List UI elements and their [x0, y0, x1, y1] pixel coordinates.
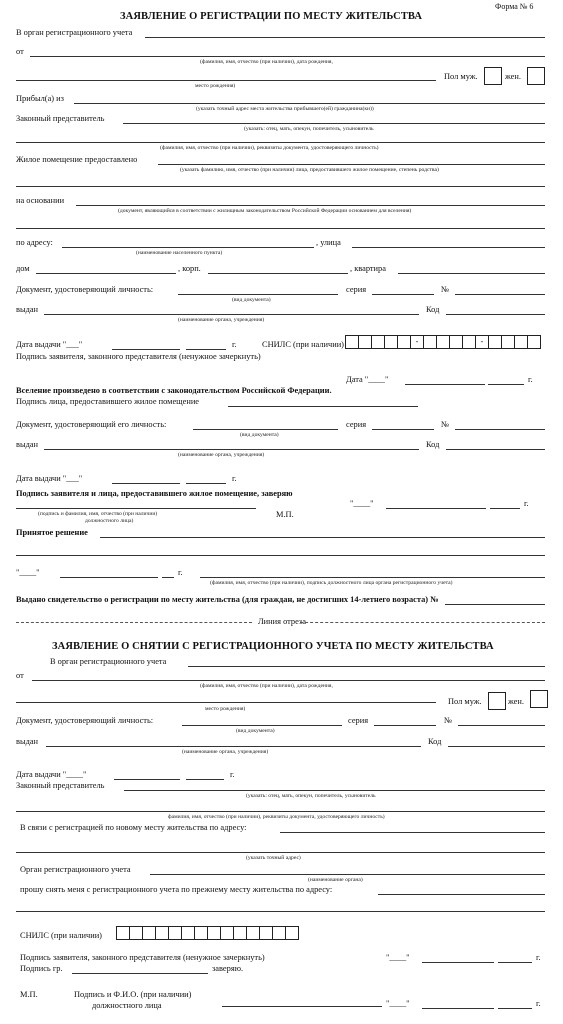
hint-fio2: (фамилия, имя, отчество (при наличии), дата рождения, — [200, 683, 333, 689]
birth-field[interactable] — [16, 80, 436, 81]
applicant-year-suffix: г. — [536, 953, 541, 962]
legal-rep2-field[interactable] — [124, 790, 545, 791]
hint-doc3: (вид документа) — [236, 728, 275, 734]
issue-date-label: Дата выдачи "___" — [16, 340, 83, 349]
street-label: , улица — [316, 238, 341, 247]
hint-birthplace2: место рождения) — [205, 706, 246, 712]
form-number: Форма № 6 — [495, 2, 534, 11]
to-organ-field[interactable] — [145, 37, 545, 38]
locality-field[interactable] — [62, 247, 314, 248]
applicant-date-year[interactable] — [498, 962, 532, 963]
provider-signature-label: Подпись лица, предоставившего жилое помещение — [16, 397, 200, 406]
date-label: Дата "____" — [346, 375, 389, 384]
basis-label: на основании — [16, 196, 65, 205]
issued2-field[interactable] — [44, 449, 419, 450]
remove-request-label: прошу снять меня с регистрационного учета по прежнему месту жительства по адресу: — [20, 885, 333, 894]
date-month[interactable] — [405, 384, 485, 385]
hint-doc2: (вид документа) — [240, 432, 279, 438]
certify-date-year[interactable] — [490, 508, 520, 509]
official-signature-field[interactable] — [16, 508, 256, 509]
series3-field[interactable] — [374, 725, 436, 726]
issue-date2-month[interactable] — [112, 483, 180, 484]
code2-label: Код — [426, 440, 440, 449]
to-organ2-label: В орган регистрационного учета — [50, 657, 167, 666]
cut-line-right — [300, 622, 545, 623]
hint-issuer2: (наименование органа, учреждения) — [178, 452, 265, 458]
cut-line-left — [16, 622, 252, 623]
sex-female2-checkbox[interactable] — [530, 690, 548, 708]
number3-field[interactable] — [458, 725, 545, 726]
organ-field[interactable] — [150, 874, 545, 875]
hint-fio: (фамилия, имя, отчество (при наличии), дата рождения, — [200, 59, 333, 65]
provider-signature-field[interactable] — [228, 406, 418, 407]
applicant-date: "____" — [386, 953, 410, 962]
applicant-signature-label: Подпись заявителя, законного представителя (ненужное зачеркнуть) — [16, 352, 261, 361]
hint-arrived: (указать точный адрес места жительства прибывшего(ей) гражданина(ки)) — [196, 106, 374, 112]
cut-line-label: Линия отреза — [258, 617, 306, 626]
code2-field[interactable] — [446, 449, 545, 450]
certificate-label: Выдано свидетельство о регистрации по месту жительства (для граждан, не достигших 14-летнего возраста) № — [16, 595, 439, 604]
official-date: "____" — [386, 999, 410, 1008]
new-address-field-2[interactable] — [16, 852, 545, 853]
code-label: Код — [426, 305, 440, 314]
hint-sig: (подпись и фамилия, имя, отчество (при наличии) — [38, 511, 158, 517]
series-label: серия — [346, 285, 367, 294]
sex-female2-label: жен. — [508, 697, 524, 706]
code3-label: Код — [428, 737, 442, 746]
sex-male-checkbox[interactable] — [484, 67, 502, 85]
stamp2-label: М.П. — [20, 990, 38, 999]
house-field[interactable] — [36, 273, 176, 274]
decision-date-month[interactable] — [60, 577, 158, 578]
hint-rep-2: (фамилия, имя, отчество (при наличии), реквизиты документа, удостоверяющего личность) — [160, 145, 379, 151]
series2-field[interactable] — [372, 429, 434, 430]
sex-female-label: жен. — [505, 72, 521, 81]
house-label: дом — [16, 264, 30, 273]
building-label: , корп. — [178, 264, 201, 273]
snils2-label: СНИЛС (при наличии) — [20, 931, 102, 940]
issue-date3-label: Дата выдачи "____" — [16, 770, 87, 779]
legal-rep-label: Законный представитель — [16, 114, 105, 123]
date-year[interactable] — [488, 384, 524, 385]
hint-rep3: (указать: отец, мать, опекун, попечитель, усыновитель — [246, 793, 376, 799]
year-suffix: г. — [232, 340, 237, 349]
certificate-number-field[interactable] — [445, 604, 545, 605]
old-address-field-2[interactable] — [16, 911, 545, 912]
issued-label: выдан — [16, 305, 39, 314]
date-year-suffix: г. — [528, 375, 533, 384]
hint-organ: (наименование органа) — [308, 877, 363, 883]
stamp-label: М.П. — [276, 510, 294, 519]
settled-statement: Вселение произведено в соответствии с законодательством Российской Федерации. — [16, 386, 332, 395]
id-doc2-label: Документ, удостоверяющий его личность: — [16, 420, 167, 429]
issue-date-month[interactable] — [112, 349, 180, 350]
code3-field[interactable] — [448, 746, 545, 747]
certify-date-month[interactable] — [386, 508, 486, 509]
certified-label: заверяю. — [212, 964, 244, 973]
apartment-label: , квартира — [350, 264, 386, 273]
from2-label: от — [16, 671, 24, 680]
official-signature2-field[interactable] — [222, 1006, 382, 1007]
hint-exact: (указать точный адрес) — [246, 855, 301, 861]
new-address-field[interactable] — [280, 832, 545, 833]
basis-field-2[interactable] — [16, 228, 545, 229]
housing-field[interactable] — [158, 164, 545, 165]
decision-label: Принятое решение — [16, 528, 88, 537]
issued2-label: выдан — [16, 440, 39, 449]
certify-date: "____" — [350, 499, 374, 508]
decision-date-year[interactable] — [162, 577, 174, 578]
hint-rep4: фамилия, имя, отчество (при наличии), реквизиты документа, удостоверяющего личность) — [168, 814, 385, 820]
number2-field[interactable] — [455, 429, 545, 430]
decision-date: "____" — [16, 568, 40, 577]
legal-rep-field-2[interactable] — [16, 142, 545, 143]
hint-issuer: (наименование органа, учреждения) — [178, 317, 265, 323]
official-year-suffix: г. — [536, 999, 541, 1008]
housing-label: Жилое помещение предоставлено — [16, 155, 138, 164]
issued3-label: выдан — [16, 737, 39, 746]
arrived-label: Прибыл(а) из — [16, 94, 64, 103]
hint-basis: (документ, являющийся в соответствии с жилищным законодательством Российской Федерации основанием для вселения) — [118, 208, 412, 214]
organ-label: Орган регистрационного учета — [20, 865, 131, 874]
official-name-field[interactable] — [200, 577, 545, 578]
hint-housing: (указать фамилию, имя, отчество (при наличии) лица, предоставившего жилое помещение, степень родства) — [180, 167, 439, 173]
id-doc2-field[interactable] — [193, 429, 338, 430]
applicant-signature2-label: Подпись заявителя, законного представителя (ненужное зачеркнуть) — [20, 953, 265, 962]
series2-label: серия — [346, 420, 367, 429]
citizen-signature-field[interactable] — [72, 973, 208, 974]
certify-year-suffix: г. — [524, 499, 529, 508]
official-signature2-sub: должностного лица — [92, 1001, 162, 1010]
from-label: от — [16, 47, 24, 56]
issue-date2-label: Дата выдачи "___" — [16, 474, 83, 483]
certify-label: Подпись заявителя и лица, предоставившего жилое помещение, заверяю — [16, 489, 293, 498]
arrived-field[interactable] — [74, 103, 545, 104]
hint-official: (фамилия, имя, отчество (при наличии), подпись должностного лица органа регистрационного учета) — [210, 580, 453, 586]
title-registration: ЗАЯВЛЕНИЕ О РЕГИСТРАЦИИ ПО МЕСТУ ЖИТЕЛЬСТВА — [120, 11, 423, 22]
issue-date3-year[interactable] — [186, 779, 224, 780]
legal-rep2-field-2[interactable] — [16, 811, 545, 812]
new-address-label: В связи с регистрацией по новому месту жительства по адресу: — [20, 823, 247, 832]
number-field[interactable] — [455, 294, 545, 295]
issued-field[interactable] — [44, 314, 419, 315]
address-label: по адресу: — [16, 238, 53, 247]
sex-female-checkbox[interactable] — [527, 67, 545, 85]
year3-suffix: г. — [230, 770, 235, 779]
hint-sig2: должностного лица) — [85, 518, 134, 524]
series-field[interactable] — [372, 294, 434, 295]
applicant-date-month[interactable] — [422, 962, 494, 963]
citizen-signature-label: Подпись гр. — [20, 964, 63, 973]
hint-birthplace: место рождения) — [195, 83, 236, 89]
to-organ-label: В орган регистрационного учета — [16, 28, 133, 37]
number-label: № — [441, 285, 449, 294]
old-address-field[interactable] — [378, 894, 545, 895]
number3-label: № — [444, 716, 452, 725]
sex-male2-checkbox[interactable] — [488, 692, 506, 710]
to-organ2-field[interactable] — [188, 666, 545, 667]
official-date-year[interactable] — [498, 1008, 532, 1009]
id-doc-field[interactable] — [178, 294, 338, 295]
decision-field-2[interactable] — [16, 555, 545, 556]
sex-male2-label: Пол муж. — [448, 697, 482, 706]
code-field[interactable] — [446, 314, 545, 315]
id-doc3-field[interactable] — [182, 725, 342, 726]
official-signature2-label: Подпись и Ф.И.О. (при наличии) — [74, 990, 192, 999]
id-doc-label: Документ, удостоверяющий личность: — [16, 285, 154, 294]
issued3-field[interactable] — [46, 746, 421, 747]
decision-year-suffix: г. — [178, 568, 183, 577]
building-field[interactable] — [208, 273, 348, 274]
number2-label: № — [441, 420, 449, 429]
snils-cells[interactable]: - - — [345, 335, 540, 348]
hint-doc: (вид документа) — [232, 297, 271, 303]
series3-label: серия — [348, 716, 369, 725]
sex-male-label: Пол муж. — [444, 72, 478, 81]
apartment-field[interactable] — [398, 273, 545, 274]
legal-rep2-label: Законный представитель — [16, 781, 105, 790]
snils-label: СНИЛС (при наличии) — [262, 340, 344, 349]
issue-date2-year[interactable] — [186, 483, 226, 484]
basis-field[interactable] — [76, 205, 545, 206]
legal-rep-field[interactable] — [123, 123, 545, 124]
snils2-cells[interactable] — [116, 926, 298, 939]
hint-issuer3: (наименование органа, учреждения) — [182, 749, 269, 755]
street-field[interactable] — [352, 247, 545, 248]
official-date-month[interactable] — [422, 1008, 494, 1009]
from2-field[interactable] — [32, 680, 545, 681]
hint-rep: (указать: отец, мать, опекун, попечитель, усыновитель — [244, 126, 374, 132]
id-doc3-label: Документ, удостоверяющий личность: — [16, 716, 154, 725]
from-field[interactable] — [30, 56, 545, 57]
issue-date-year[interactable] — [186, 349, 226, 350]
birth2-field[interactable] — [16, 702, 436, 703]
hint-locality: (наименование населенного пункта) — [136, 250, 223, 256]
title-deregistration: ЗАЯВЛЕНИЕ О СНЯТИИ С РЕГИСТРАЦИОННОГО УЧЕТА ПО МЕСТУ ЖИТЕЛЬСТВА — [52, 641, 494, 652]
housing-field-2[interactable] — [16, 186, 545, 187]
issue-date3-month[interactable] — [114, 779, 180, 780]
year2-suffix: г. — [232, 474, 237, 483]
decision-field[interactable] — [100, 537, 545, 538]
